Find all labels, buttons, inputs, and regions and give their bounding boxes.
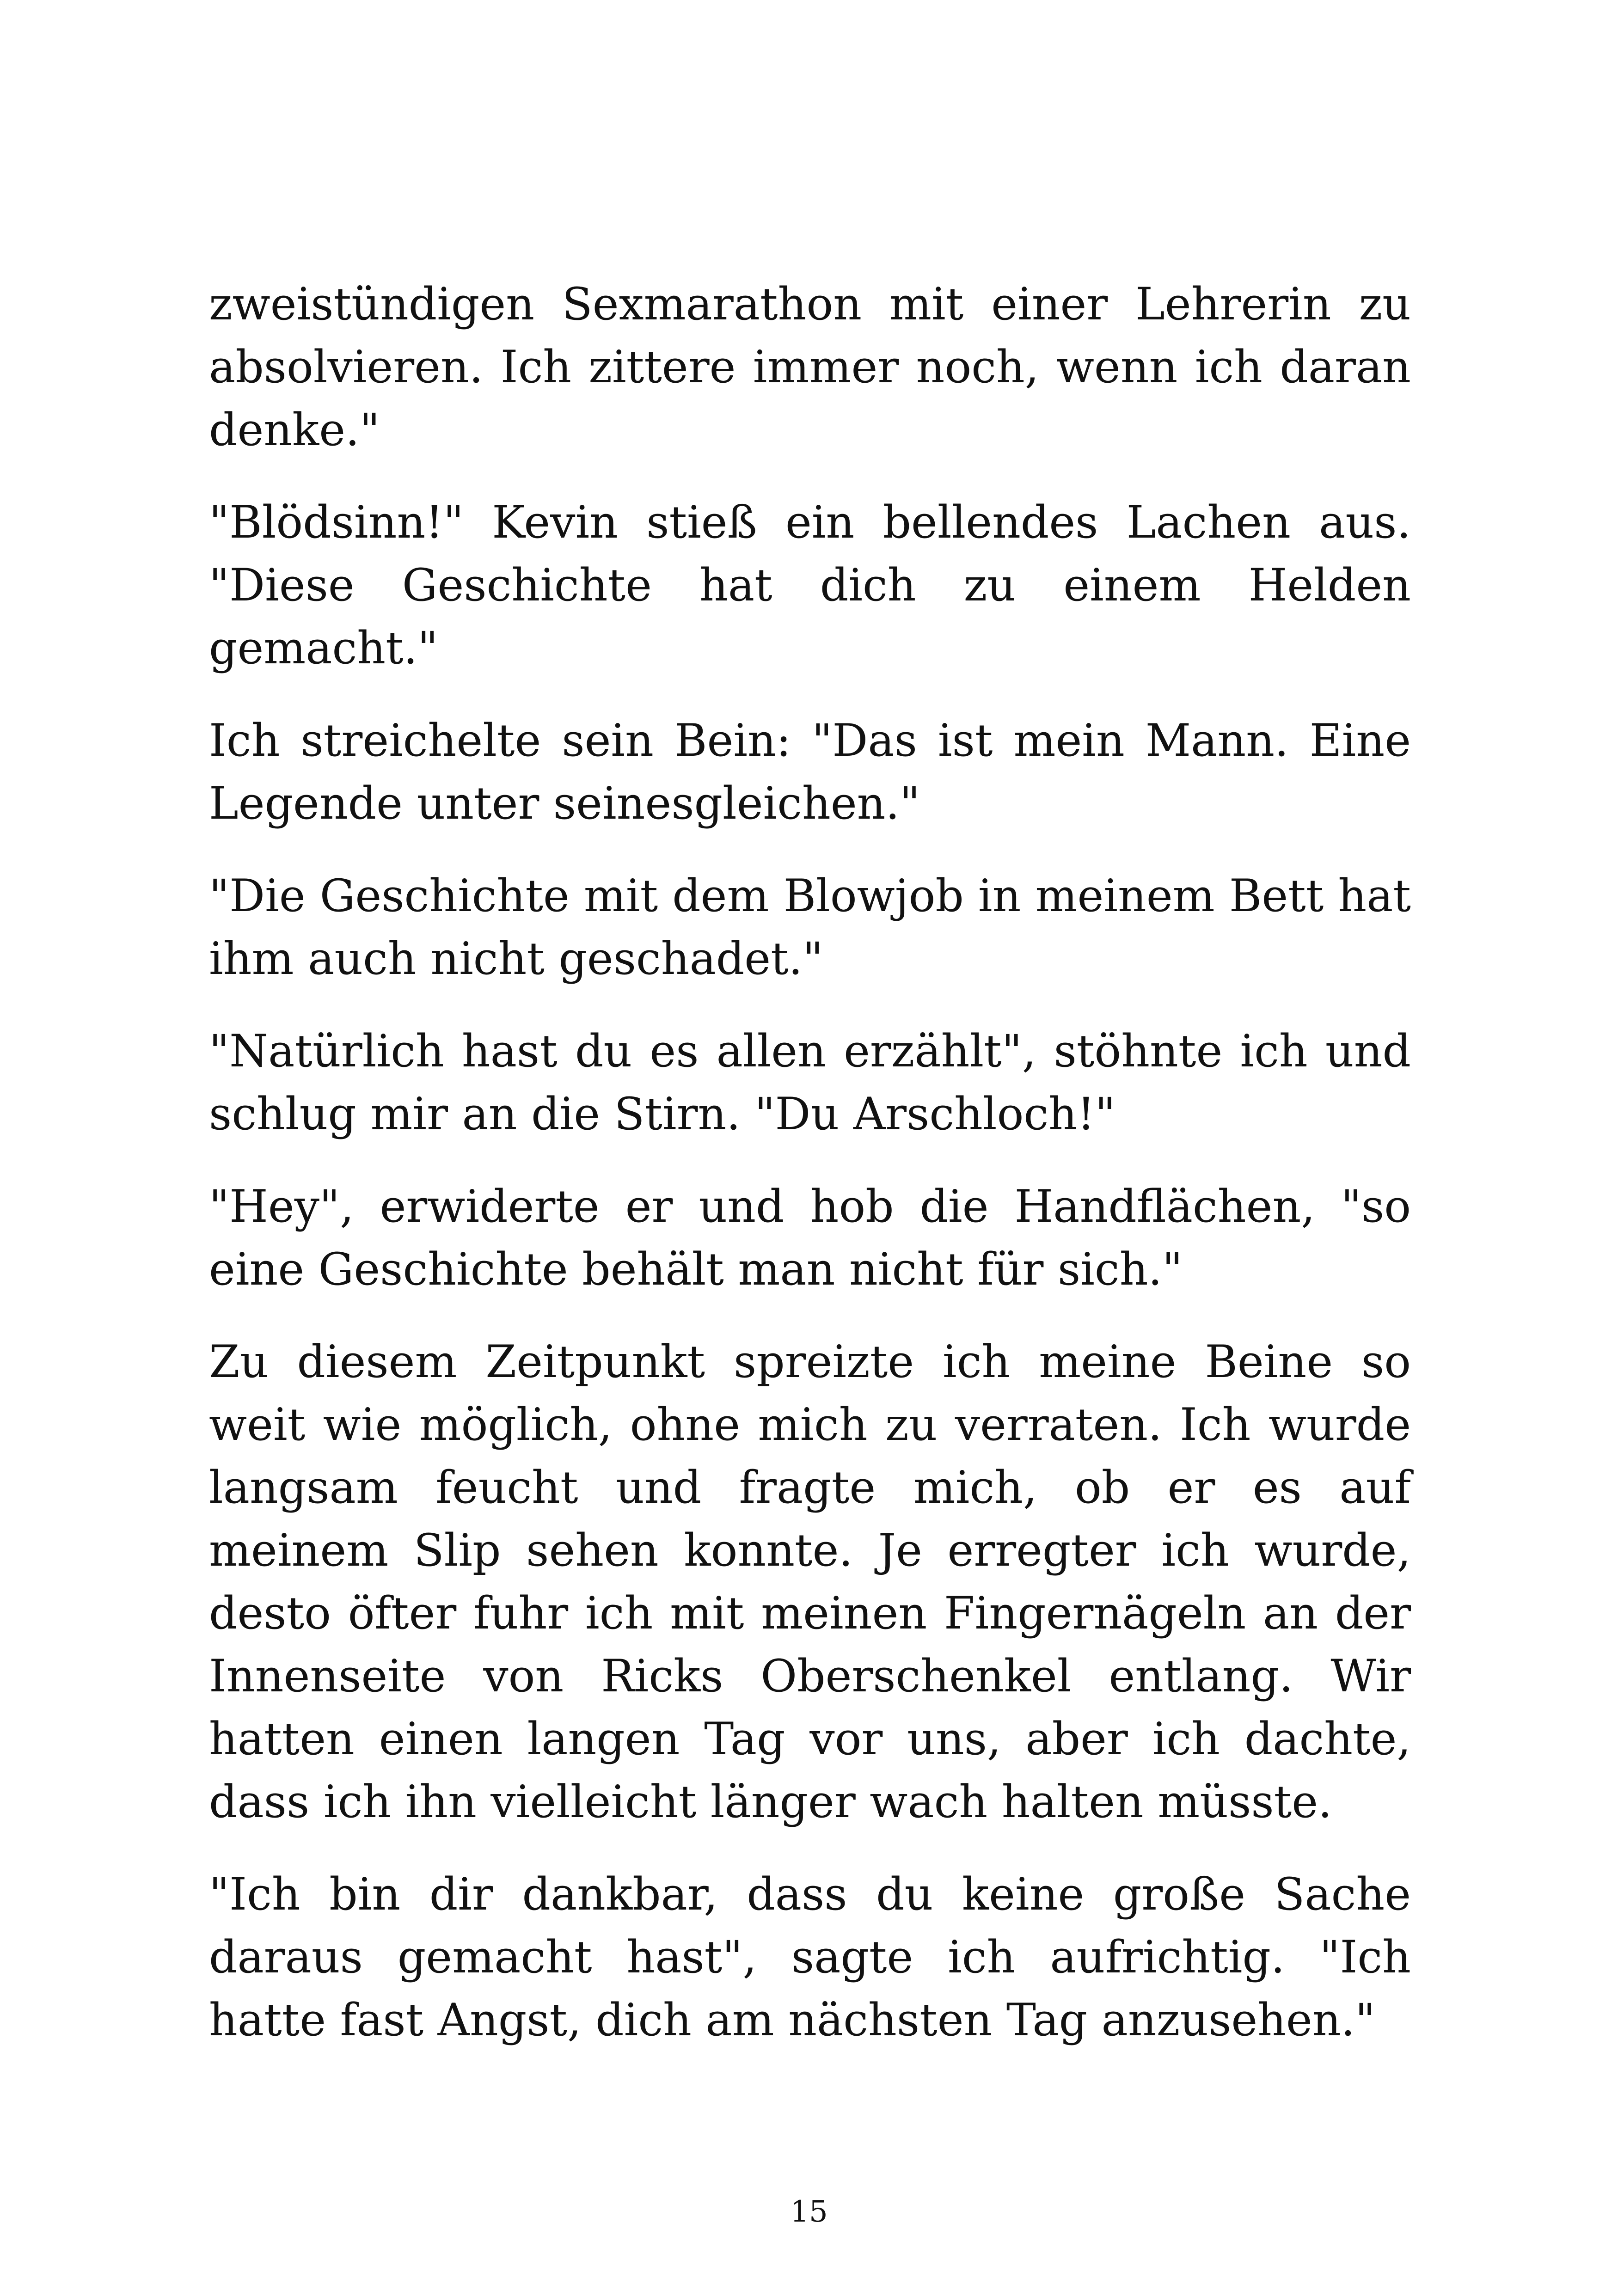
paragraph-5: "Natürlich hast du es allen erzählt", stöhnte ich und schlug mir an die Stirn. "Du Arschloch!" — [209, 1025, 1411, 1140]
paragraph-1: zweistündigen Sexmarathon mit einer Lehrerin zu absolvieren. Ich zittere immer noch, wenn ich daran denke." — [209, 278, 1411, 456]
paragraph-4: "Die Geschichte mit dem Blowjob in meinem Bett hat ihm auch nicht geschadet." — [209, 870, 1411, 985]
paragraph-2: "Blödsinn!" Kevin stieß ein bellendes Lachen aus. "Diese Geschichte hat dich zu einem Helden gemacht." — [209, 496, 1411, 674]
paragraph-8: "Ich bin dir dankbar, dass du keine große Sache daraus gemacht hast", sagte ich aufrichtig. "Ich hatte fast Angst, dich am nächsten Tag anzusehen." — [209, 1868, 1411, 2046]
paragraph-6: "Hey", erwiderte er und hob die Handflächen, "so eine Geschichte behält man nicht für sich." — [209, 1181, 1411, 1295]
paragraph-3: Ich streichelte sein Bein: "Das ist mein Mann. Eine Legende unter seinesgleichen." — [209, 715, 1411, 829]
paragraph-7: Zu diesem Zeitpunkt spreizte ich meine Beine so weit wie möglich, ohne mich zu verraten. Ich wurde langsam feucht und fragte mich, ob er es auf meinem Slip sehen konnte. Je erregter ich wurde, desto öfter fuhr ich mit meinen Fingernägeln an der Innenseite von Ricks Oberschenkel entlang. Wir hatten einen langen Tag vor uns, aber ich dachte, dass ich ihn vielleicht länger wach halten müsste. — [209, 1336, 1411, 1828]
page-number: 15 — [790, 2195, 828, 2229]
body-text — [209, 273, 1411, 2081]
